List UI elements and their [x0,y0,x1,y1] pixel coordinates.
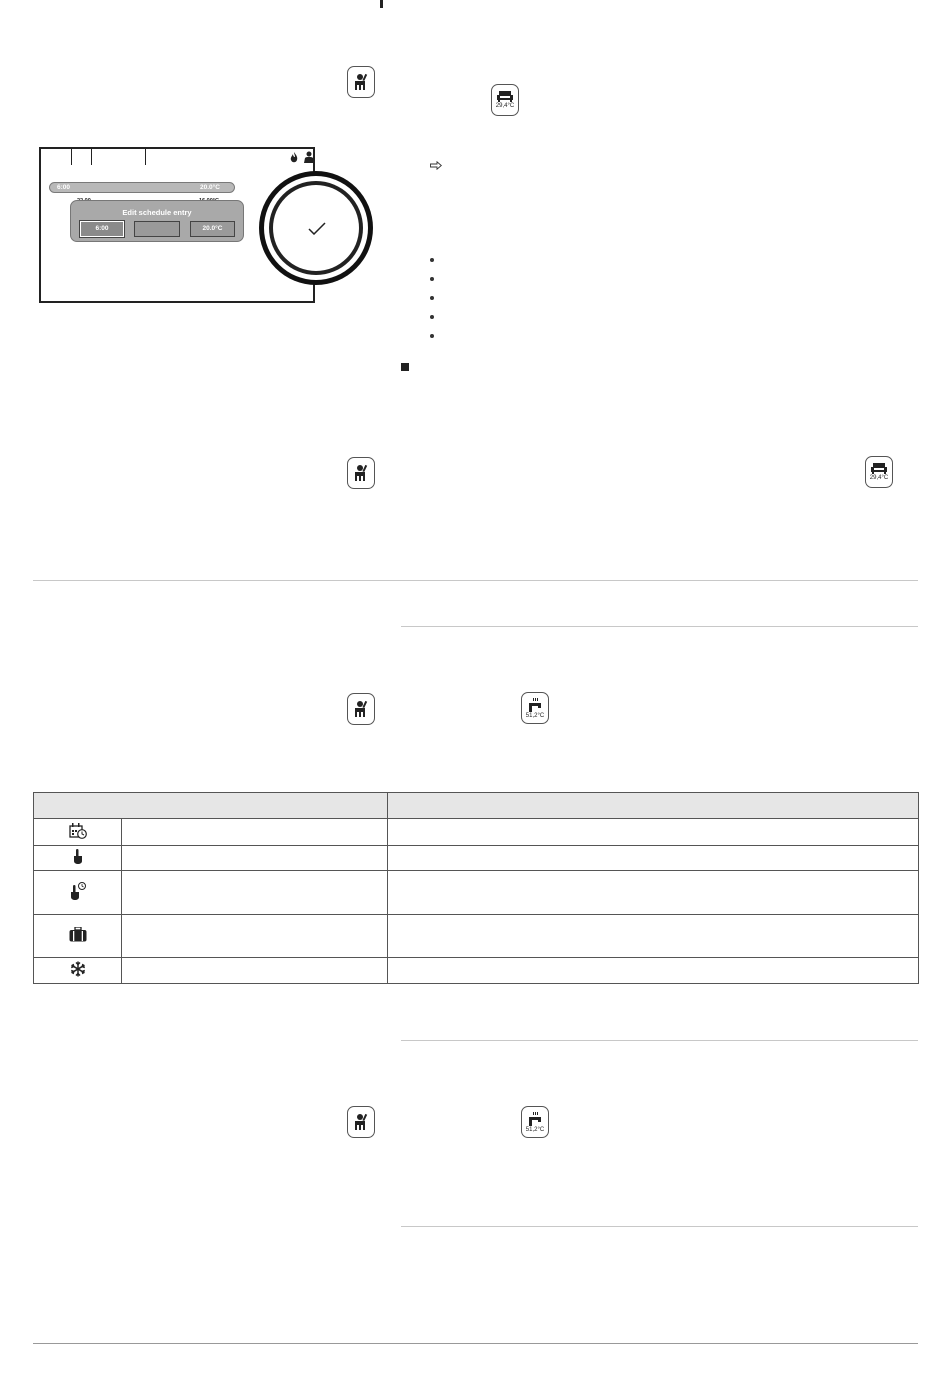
table-row [34,915,919,958]
mode-field[interactable] [134,221,180,237]
section-rule [33,580,918,581]
crop-mark [380,0,383,8]
installer-icon [353,73,369,91]
temp-field[interactable]: 20.0°C [190,221,235,237]
hand-icon [73,849,83,864]
section-rule [401,626,918,627]
table-row [34,958,919,984]
calendar-clock-icon [69,823,87,839]
status-divider [71,149,72,165]
flame-icon [290,152,298,163]
living-room-temp-button[interactable] [865,456,893,488]
dialog-title: Edit schedule entry [122,208,192,217]
living-temp-label: 29,4°C [495,103,515,109]
hot-water-temp-button[interactable] [521,1106,549,1138]
bullet [430,334,434,338]
table-cell [388,958,919,984]
table-cell [388,871,919,915]
time-field[interactable]: 6:00 [80,221,124,237]
installer-button[interactable] [347,1106,375,1138]
footer-rule [33,1343,918,1344]
table-row [34,846,919,871]
table-icon-cell [34,958,122,984]
arrow-right-icon [430,161,442,170]
table-cell [388,915,919,958]
installer-button[interactable] [347,457,375,489]
table-row [34,871,919,915]
sofa-icon [871,463,887,474]
living-temp-label: 29,4°C [869,475,889,481]
operating-modes-table [33,792,919,984]
tap-icon [528,698,542,712]
installer-icon [353,464,369,482]
table-header-cell [388,793,919,819]
snowflake-icon [70,961,86,977]
schedule-row[interactable] [49,182,235,193]
table-icon-cell [34,846,122,871]
end-square-icon [401,363,409,371]
table-cell [122,846,388,871]
installer-icon [353,1113,369,1131]
bullet [430,258,434,262]
table-cell [122,871,388,915]
section-rule [401,1226,918,1227]
table-row [34,819,919,846]
bullet [430,277,434,281]
table-icon-cell [34,871,122,915]
table-header-cell [34,793,388,819]
water-temp-label: 51,2°C [525,712,545,719]
schedule-row-time: 6:00 [57,184,71,191]
sofa-icon [497,91,513,102]
edit-schedule-dialog [70,200,244,242]
hand-clock-icon [70,882,86,900]
suitcase-icon [69,927,87,942]
status-divider [91,149,92,165]
table-cell [122,915,388,958]
table-cell [122,819,388,846]
living-room-temp-button[interactable] [491,84,519,116]
bullet [430,315,434,319]
bullet [430,296,434,300]
installer-button[interactable] [347,66,375,98]
installer-icon [353,700,369,718]
water-temp-label: 51,2°C [525,1126,545,1133]
status-divider [145,149,146,165]
table-cell [122,958,388,984]
table-cell [388,846,919,871]
check-icon [308,222,326,235]
table-header-row [34,793,919,819]
tap-icon [528,1112,542,1126]
section-rule [401,1040,918,1041]
schedule-row-temp: 20.0°C [200,184,220,191]
knob-face [273,185,359,271]
table-cell [388,819,919,846]
person-icon [304,151,314,163]
hot-water-temp-button[interactable] [521,692,549,724]
table-icon-cell [34,819,122,846]
installer-button[interactable] [347,693,375,725]
rotary-knob[interactable] [259,171,373,285]
table-icon-cell [34,915,122,958]
